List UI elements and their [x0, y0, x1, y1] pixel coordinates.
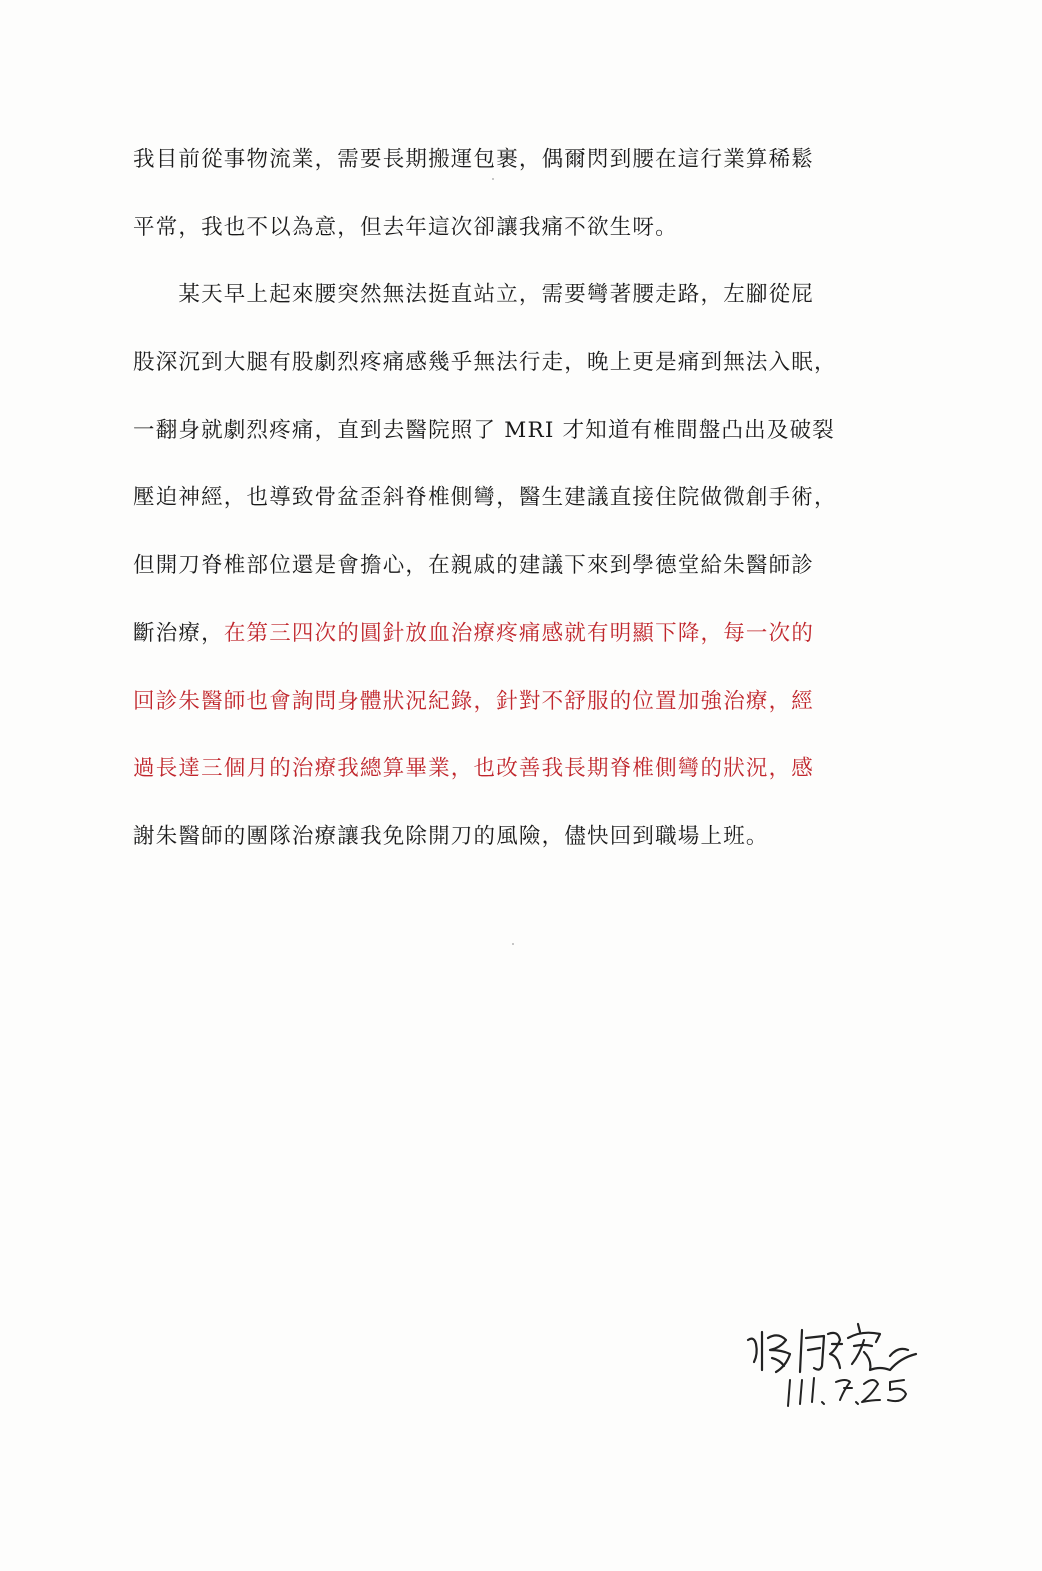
line-text-black: 斷治療，	[133, 620, 224, 646]
letter-body	[133, 136, 933, 881]
signature-drawing	[740, 1310, 940, 1410]
handwritten-signature	[740, 1310, 940, 1410]
scan-speck	[512, 943, 514, 945]
paragraph-line: 股深沉到大腿有股劇烈疼痛感幾乎無法行走，晚上更是痛到無法入眠，	[133, 350, 837, 376]
paragraph-line: 但開刀脊椎部位還是會擔心，在親戚的建議下來到學德堂給朱醫師診	[133, 553, 815, 579]
paragraph-line: 我目前從事物流業，需要長期搬運包裹，偶爾閃到腰在這行業算稀鬆	[133, 147, 815, 172]
line-text-highlight: 在第三四次的圓針放血治療疼痛感就有明顯下降，每一次的	[223, 620, 815, 646]
paragraph-line-mixed	[133, 610, 933, 678]
paragraph-line: 謝朱醫師的團隊治療讓我免除開刀的風險，儘快回到職場上班。	[133, 823, 769, 849]
paragraph-line: 平常，我也不以為意，但去年這次卻讓我痛不欲生呀。	[133, 214, 678, 240]
paragraph-line-highlight: 過長達三個月的治療我總算畢業，也改善我長期脊椎側彎的狀況，感	[133, 756, 815, 782]
paragraph-line-highlight: 回診朱醫師也會詢問身體狀況紀錄，針對不舒服的位置加強治療，經	[133, 688, 815, 714]
scan-speck	[492, 178, 494, 180]
paragraph-line: 壓迫神經，也導致骨盆歪斜脊椎側彎，醫生建議直接住院做微創手術，	[133, 485, 837, 511]
paragraph-line: 一翻身就劇烈疼痛，直到去醫院照了 MRI 才知道有椎間盤凸出及破裂	[133, 417, 835, 443]
paragraph-line: 某天早上起來腰突然無法挺直站立，需要彎著腰走路，左腳從屁	[133, 282, 815, 308]
